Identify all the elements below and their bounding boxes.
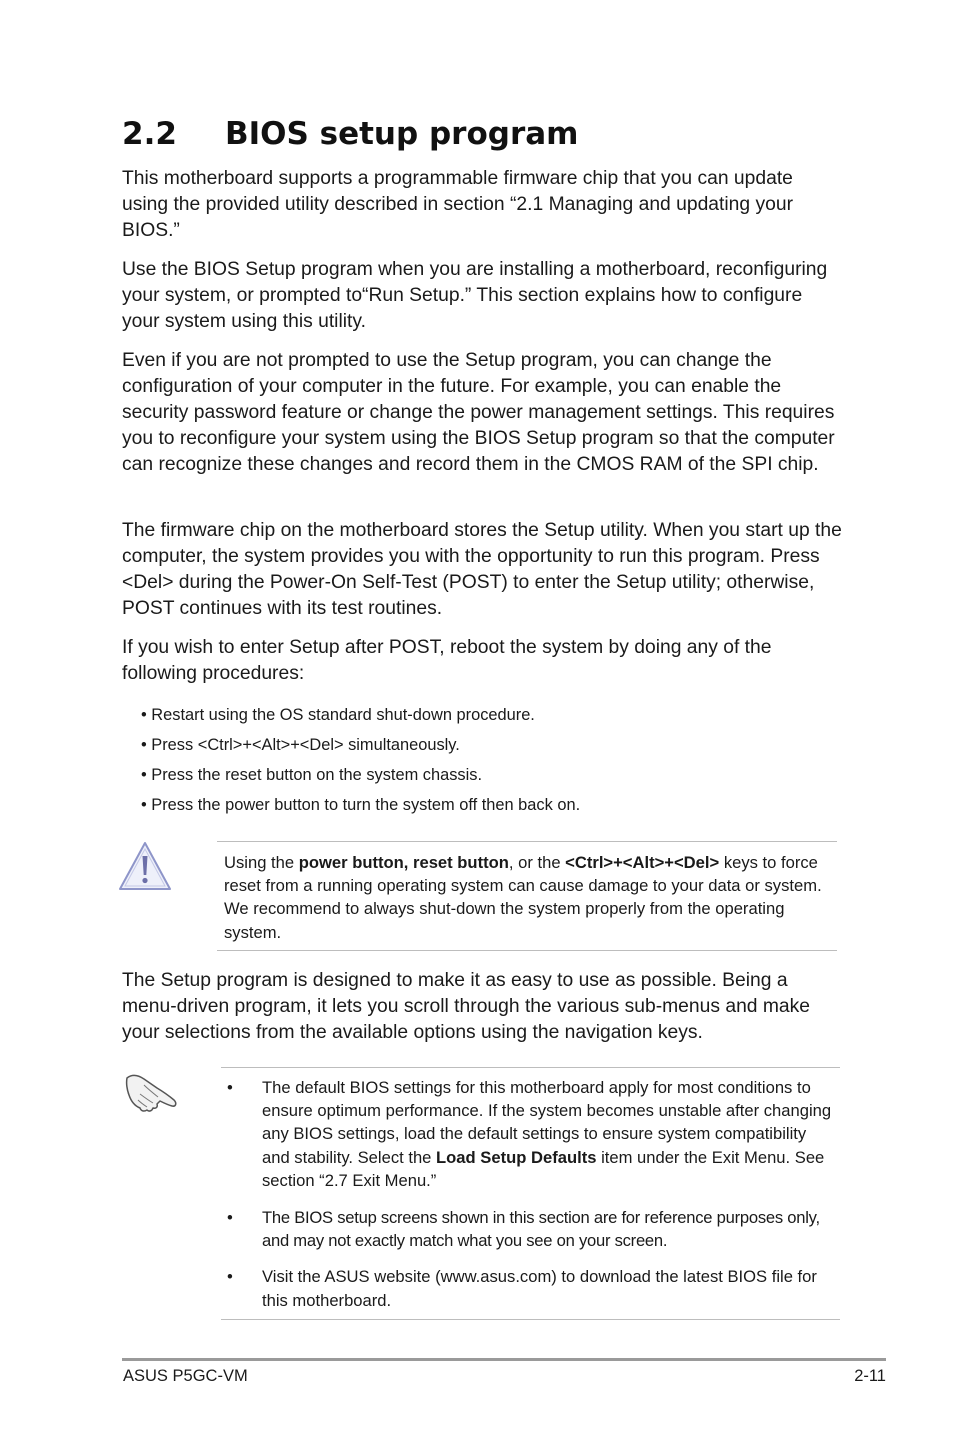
footer-product-name: ASUS P5GC-VM: [123, 1367, 248, 1385]
footer-divider: [122, 1358, 886, 1361]
list-item: • Press the power button to turn the system off then back on.: [141, 796, 581, 814]
caution-bottom-divider: [217, 950, 837, 951]
section-heading: [122, 116, 578, 152]
caution-top-divider: [217, 841, 837, 842]
firmware-paragraph: The firmware chip on the motherboard stores the Setup utility. When you start up the computer, the system provides you with the opportunity to run this program. Press <Del> during the Power-On Self-Test (POST) to enter the Setup utility; otherwise, POST continues with its test routines.: [122, 520, 842, 619]
bullet-dot: •: [227, 1078, 233, 1097]
section-number: 2.2: [122, 116, 177, 152]
load-setup-defaults-emphasis: Load Setup Defaults: [436, 1147, 597, 1167]
warning-triangle-icon: [118, 840, 172, 892]
list-item: • Press the reset button on the system chassis.: [141, 766, 482, 784]
intro-paragraph: This motherboard supports a programmable firmware chip that you can update using the provided utility described in section “2.1 Managing and updating your BIOS.”: [122, 168, 793, 241]
pointing-hand-icon: [124, 1070, 180, 1114]
list-item: • Restart using the OS standard shut-down procedure.: [141, 706, 535, 724]
bullet-dot: •: [227, 1267, 233, 1287]
usage-paragraph: Use the BIOS Setup program when you are installing a motherboard, reconfiguring your system, or prompted to“Run Setup.” This section explains how to configure your system using this utility.: [122, 259, 828, 332]
list-item: • The default BIOS settings for this motherboard apply for most conditions to ensure optimum performance. If the system becomes unstable after changing any BIOS settings, load the default settings to ensure system compatibility and stability. Select the Load Setup Defaults item under the Exit Menu. See section “2.7 Exit Menu.”: [227, 1078, 832, 1190]
configuration-paragraph: Even if you are not prompted to use the Setup program, you can change the configuration of your computer in the future. For example, you can enable the security password feature or change the power management settings. This requires you to reconfigure your system using the BIOS Setup program so that the computer can recognize these changes and record them in the CMOS RAM of the SPI chip.: [122, 350, 835, 475]
section-title: BIOS setup program: [225, 116, 579, 152]
reboot-paragraph: If you wish to enter Setup after POST, reboot the system by doing any of the following procedures:: [122, 637, 772, 684]
note-list: [222, 1076, 836, 1325]
caution-keys-emphasis: <Ctrl>+<Alt>+<Del>: [565, 853, 720, 872]
bullet-dot: •: [227, 1207, 233, 1227]
note-top-divider: [221, 1067, 840, 1068]
setup-paragraph: The Setup program is designed to make it as easy to use as possible. Being a menu-driven program, it lets you scroll through the various sub-menus and make your selections from the available options using the navigation keys.: [122, 970, 811, 1043]
footer-page-number: 2-11: [854, 1367, 886, 1385]
caution-buttons-emphasis: power button, reset button: [298, 853, 509, 872]
list-item: • The BIOS setup screens shown in this section are for reference purposes only, and may not exactly match what you see on your screen.: [227, 1207, 820, 1250]
note-bottom-divider: [221, 1319, 840, 1320]
caution-text: Using the power button, reset button, or the <Ctrl>+<Alt>+<Del> keys to force reset from a running operating system can cause damage to your data or system. We recommend to always shut-down the system properly from the operating system.: [224, 853, 822, 942]
list-item: • Visit the ASUS website (www.asus.com) to download the latest BIOS file for this motherboard.: [227, 1267, 817, 1310]
list-item: • Press <Ctrl>+<Alt>+<Del> simultaneously.: [141, 736, 460, 754]
procedure-list: [141, 700, 580, 820]
